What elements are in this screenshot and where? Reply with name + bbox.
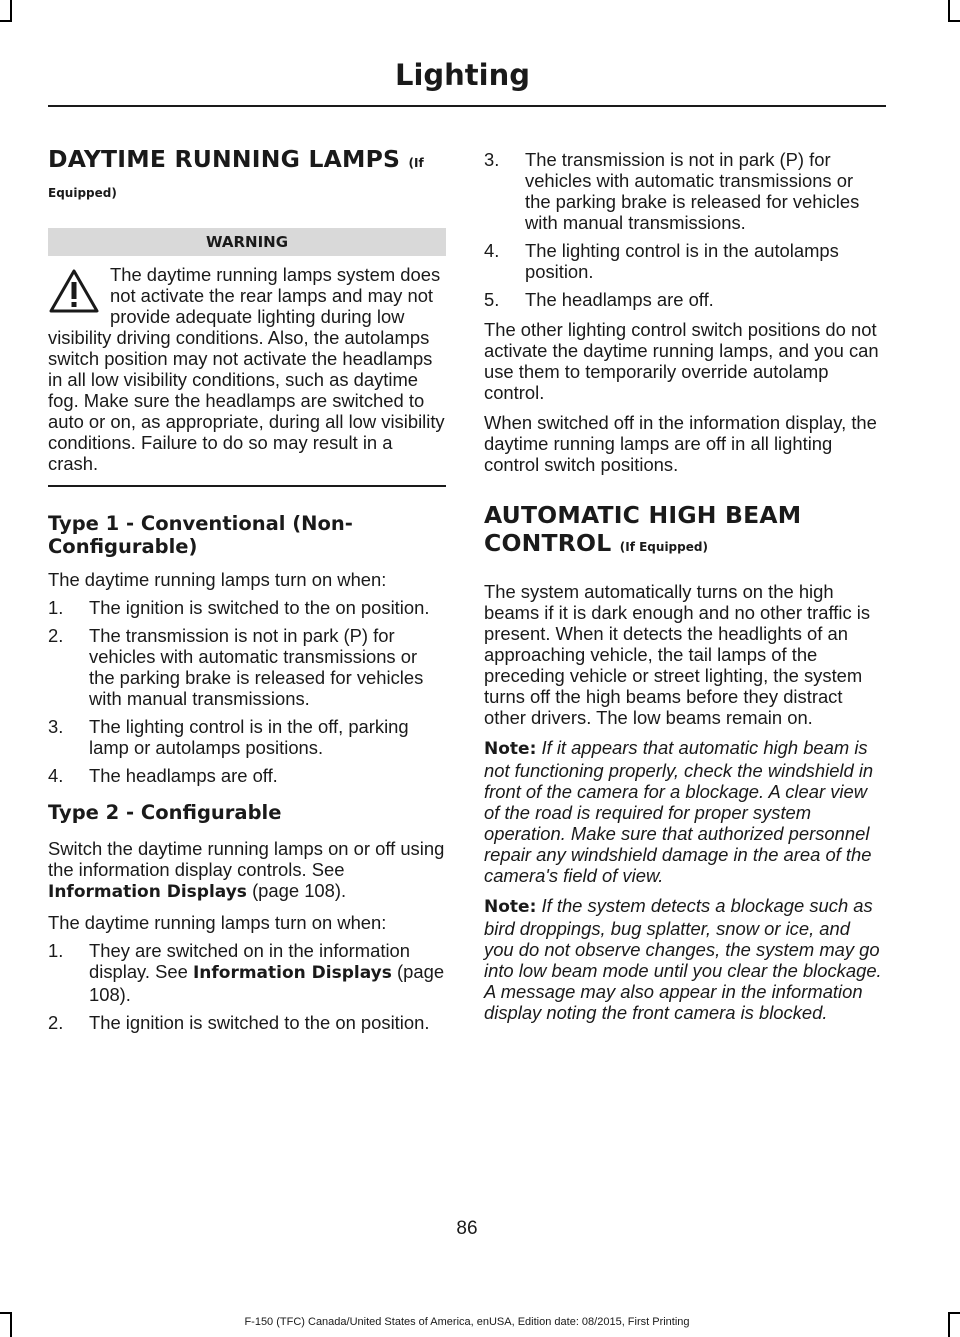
list-item-number: 5. <box>484 289 500 310</box>
note-2: Note: If the system detects a blockage such as bird droppings, bug splatter, snow or ice, and you do not observe changes, the system may go into low beam mode until you clear the blockage. A message may also appear in the information display noting the front camera is blocked. <box>484 895 882 1023</box>
page-number: 86 <box>456 1218 478 1239</box>
type2-paragraph: Switch the daytime running lamps on or off using the information display controls. See Information Displays (page 108). <box>48 838 445 902</box>
left-column <box>48 145 446 1033</box>
list-item-text: The headlamps are off. <box>89 765 278 786</box>
list-item-text: The ignition is switched to the on position. <box>89 597 430 618</box>
list-item <box>484 149 882 233</box>
list-item-text: The lighting control is in the autolamps position. <box>525 240 839 282</box>
section-title-suffix: (If Equipped) <box>619 540 708 554</box>
crop-mark <box>948 20 960 22</box>
crop-mark <box>0 1312 12 1314</box>
crop-mark <box>948 0 950 22</box>
type2-heading: Type 2 - Configurable <box>48 801 282 824</box>
list-item-number: 1. <box>48 597 64 618</box>
warning-label: WARNING <box>48 228 446 256</box>
crop-mark <box>0 20 12 22</box>
crop-mark <box>948 1312 950 1337</box>
information-displays-link[interactable]: Information Displays <box>192 963 392 983</box>
right-steps <box>484 149 882 310</box>
type2-steps <box>48 940 446 1033</box>
switched-off-paragraph: When switched off in the information display, the daytime running lamps are off in all lighting control switch positions. <box>484 412 877 475</box>
list-item <box>48 765 446 786</box>
type1-heading: Type 1 - Conventional (Non-Configurable) <box>48 512 353 558</box>
crop-mark <box>10 0 12 22</box>
list-item-number: 2. <box>48 625 64 646</box>
list-item: 1. They are switched on in the information display. See Information Displays (page 108). <box>48 940 445 1005</box>
list-item-number: 4. <box>48 765 64 786</box>
list-item <box>48 625 446 709</box>
list-item-text: The headlamps are off. <box>525 289 714 310</box>
note-1: Note: If it appears that automatic high beam is not functioning properly, check the windshield in front of the camera for a blockage. A clear view of the road is required for proper system operation. Make sure that authorized personnel repair any windshield damage in the area of the camera's field of view. <box>484 737 874 886</box>
header-rule <box>48 105 886 107</box>
list-item-number: 4. <box>484 240 500 261</box>
list-item <box>48 597 446 618</box>
type1-intro: The daytime running lamps turn on when: <box>48 569 387 590</box>
list-item: 2. The ignition is switched to the on position. <box>48 1012 430 1033</box>
warning-rule <box>48 485 446 487</box>
edition-footer: F-150 (TFC) Canada/United States of America, enUSA, Edition date: 08/2015, First Printing <box>244 1316 690 1328</box>
type1-steps <box>48 597 446 786</box>
warning-triangle-icon <box>48 268 100 314</box>
override-paragraph: The other lighting control switch positions do not activate the daytime running lamps, and you can use them to temporarily override autolamp control. <box>484 319 879 403</box>
page-header-title: Lighting <box>394 58 530 92</box>
right-column <box>484 149 882 1023</box>
list-item-text: The lighting control is in the off, parking lamp or autolamps positions. <box>89 716 409 758</box>
warning-text: The daytime running lamps system does not activate the rear lamps and may not provide adequate lighting during low visibility driving conditions. Also, the autolamps switch position may not activate the headlamps in all low visibility conditions, such as daytime fog. Make sure the headlamps are switched to auto or on, as appropriate, during all low visibility conditions. Failure to do so may result in a crash. <box>48 264 445 474</box>
list-item-number: 3. <box>484 149 500 170</box>
warning-box <box>48 264 446 474</box>
section-title-suffix-cont: Equipped) <box>48 186 117 200</box>
high-beam-paragraph: The system automatically turns on the high beams if it is dark enough and no other traffic is present. When it detects the headlights of an approaching vehicle, the tail lamps of the preceding vehicle or street lighting, the system turns off the high beams before they distract other drivers. The low beams remain on. <box>484 581 871 728</box>
type2-intro: The daytime running lamps turn on when: <box>48 912 387 933</box>
list-item <box>484 289 882 310</box>
section-title-automatic-high-beam: AUTOMATIC HIGH BEAM CONTROL (If Equipped) <box>484 501 802 557</box>
list-item-number: 3. <box>48 716 64 737</box>
section-title-daytime-running-lamps: DAYTIME RUNNING LAMPS (If <box>48 145 424 173</box>
list-item-text: The transmission is not in park (P) for vehicles with automatic transmissions or the parking brake is released for vehicles with manual transmissions. <box>525 149 860 233</box>
list-item <box>48 716 446 758</box>
crop-mark <box>948 1312 960 1314</box>
list-item <box>484 240 882 282</box>
section-title-suffix: (If <box>408 156 424 170</box>
list-item-text: The transmission is not in park (P) for vehicles with automatic transmissions or the parking brake is released for vehicles with manual transmissions. <box>89 625 424 709</box>
information-displays-link[interactable]: Information Displays <box>48 882 247 902</box>
